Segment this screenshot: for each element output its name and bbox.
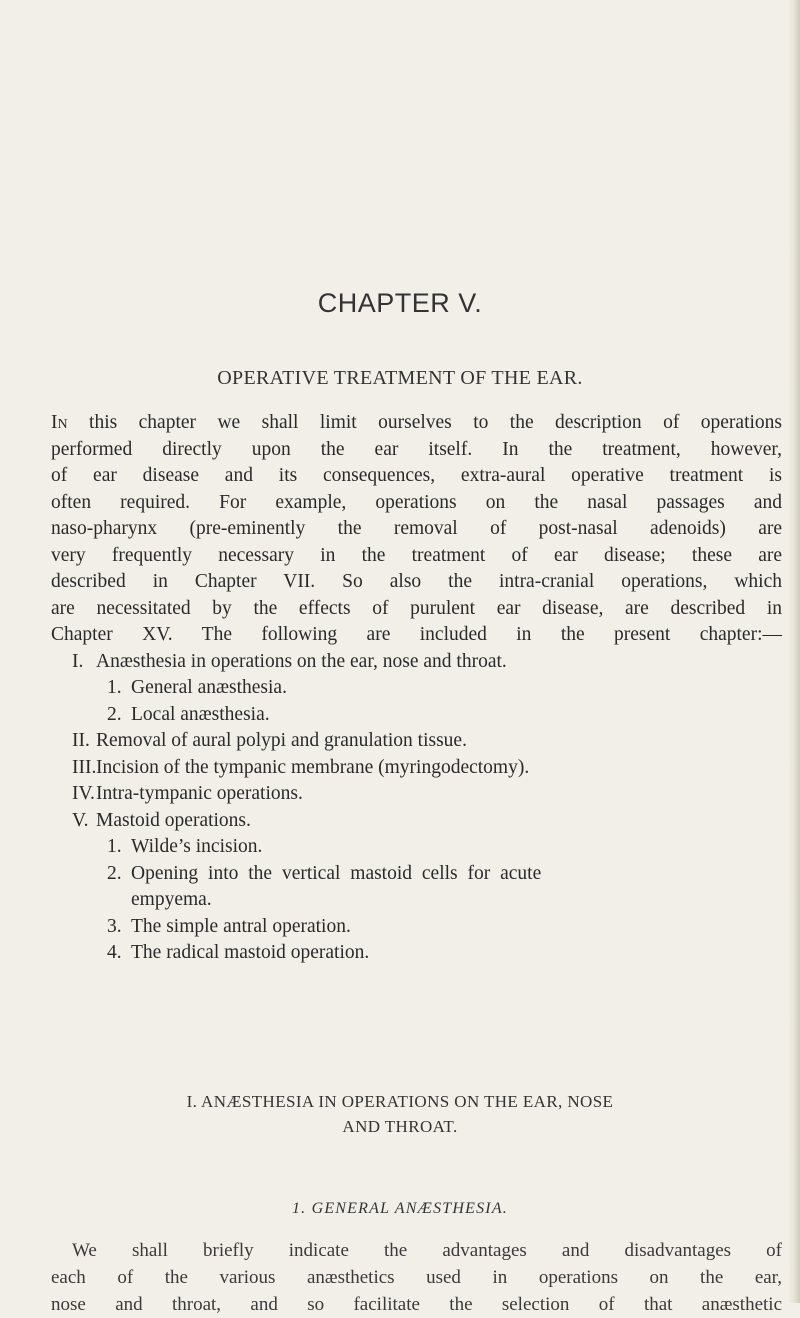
intro-line: of ear disease and its consequences, extra-aural operative treatment is [51,465,782,486]
contents-item: 2. Local anæsthesia. [107,704,270,725]
contents-item: V. Mastoid operations. [72,810,251,831]
contents-item: III.Incision of the tympanic membrane (myringodectomy). [72,757,530,778]
contents-item: 1. Wilde’s incision. [107,836,263,857]
intro-paragraph [51,410,782,649]
contents-item: II. Removal of aural polypi and granulation tissue. [72,730,467,751]
chapter-heading: OPERATIVE TREATMENT OF THE EAR. [217,367,583,389]
intro-line: Chapter XV. The following are included in the present chapter:— [51,624,782,645]
contents-item: 4. The radical mastoid operation. [107,942,370,963]
intro-line: are necessitated by the effects of purulent ear disease, are described in [51,597,782,619]
subsection-title: 1. GENERAL ANÆSTHESIA. [291,1200,509,1217]
intro-first-word: In [51,412,68,433]
intro-line: In this chapter we shall limit ourselves to the description of operations [51,412,783,433]
contents-item: 2. Opening into the vertical mastoid cells for acute [107,863,542,884]
section-title-line2: AND THROAT. [342,1117,458,1136]
chapter-title: CHAPTER V. [317,288,483,318]
contents-item: empyema. [131,889,212,910]
intro-line: often required. For example, operations on the nasal passages and [51,491,782,513]
contents-item: 3. The simple antral operation. [107,916,351,937]
para-line: nose and throat, and so facilitate the selection of that anæsthetic [51,1294,782,1315]
contents-item: I. Anæsthesia in operations on the ear, nose and throat. [72,651,507,672]
section-paragraph [51,1237,782,1318]
intro-line: naso-pharynx (pre-eminently the removal of post-nasal adenoids) are [51,518,782,539]
para-line: each of the various anæsthetics used in operations on the ear, [51,1267,782,1288]
intro-line: performed directly upon the ear itself. In the treatment, however, [51,438,782,460]
intro-line: described in Chapter VII. So also the intra-cranial operations, which [51,571,782,592]
section-title-line1: I. ANÆSTHESIA IN OPERATIONS ON THE EAR, NOSE [186,1092,614,1111]
contents-item: IV.Intra-tympanic operations. [72,783,303,804]
intro-line: very frequently necessary in the treatment of ear disease; these are [51,544,782,566]
para-line: We shall briefly indicate the advantages and disadvantages of [72,1240,782,1261]
contents-item: 1. General anæsthesia. [107,677,287,698]
